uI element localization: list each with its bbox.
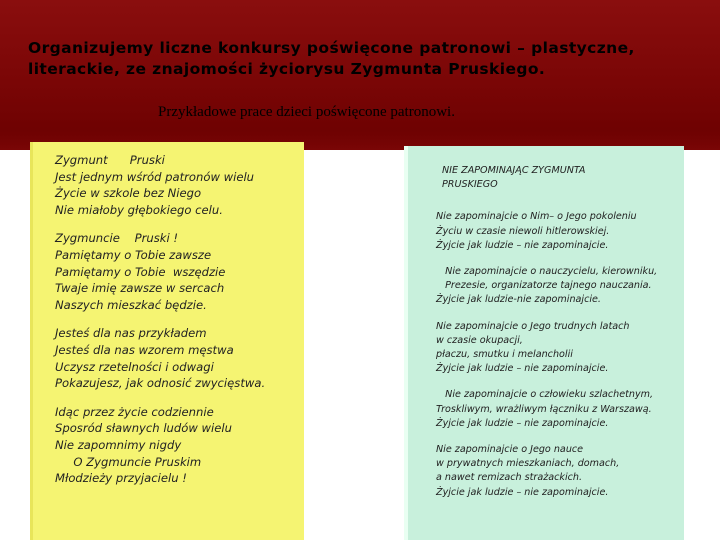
poem-line: Nie miałoby głębokiego celu.: [55, 202, 223, 217]
poem-line: Nie zapominajcie o Jego nauce: [436, 444, 584, 456]
poem-line: Życiu w czasie niewoli hitlerowskiej.: [436, 225, 610, 237]
poem-line: Pokazujesz, jak odnosić zwycięstwa.: [55, 376, 266, 391]
poem-stanza: [436, 388, 684, 431]
poem-line: Zygmunt Pruski: [55, 153, 165, 167]
poem-card-right: [404, 146, 684, 540]
poem-line: Jest jednym wśród patronów wielu: [55, 169, 255, 184]
poem-stanza: [436, 265, 684, 308]
poem-line: Uczysz rzetelności i odwagi: [55, 359, 214, 374]
poem-title-line-2: PRUSKIEGO: [442, 179, 498, 191]
poem-line: Żyjcie jak ludzie-nie zapominajcie.: [436, 294, 601, 306]
poem-line: płaczu, smutku i melancholii: [436, 349, 573, 361]
poem-line: Nie zapominajcie o Jego trudnych latach: [436, 320, 630, 332]
poem-title-line-1: NIE ZAPOMINAJĄC ZYGMUNTA: [442, 165, 586, 176]
poem-line: Nie zapomnimy nigdy: [55, 437, 182, 452]
poem-stanza: [436, 210, 684, 253]
poem-line: Jesteś dla nas wzorem męstwa: [55, 342, 234, 357]
poem-line: Żyjcie jak ludzie – nie zapominajcie.: [436, 363, 609, 375]
poem-title: [442, 164, 684, 192]
poem-line: Młodzieży przyjacielu !: [55, 471, 187, 486]
poem-line: w czasie okupacji,: [436, 334, 523, 346]
poem-line: Nie zapominajcie o nauczycielu, kierowniku,: [436, 266, 658, 278]
poem-line: Jesteś dla nas przykładem: [55, 326, 207, 341]
poem-line: Naszych mieszkać będzie.: [55, 297, 207, 312]
poem-stanza: [55, 230, 304, 313]
page-title-line-2: literackie, ze znajomości życiorysu Zygmunta Pruskiego.: [28, 60, 546, 78]
poem-line: Sposród sławnych ludów wielu: [55, 421, 232, 436]
poem-line: w prywatnych mieszkaniach, domach,: [436, 458, 620, 470]
poem-line: Żyjcie jak ludzie – nie zapominajcie.: [436, 239, 609, 251]
poem-line: Nie zapominajcie o Nim– o Jego pokoleniu: [436, 211, 637, 223]
poem-stanza: [55, 325, 304, 391]
poem-stanza: [436, 443, 684, 500]
poem-card-left: [30, 142, 304, 540]
poem-stanza: [436, 320, 684, 377]
poem-line: Życie w szkole bez Niego: [55, 186, 202, 201]
poem-line: Prezesie, organizatorze tajnego nauczania.: [436, 280, 652, 292]
poem-line: Twaje imię zawsze w sercach: [55, 281, 225, 296]
poem-stanza: [55, 404, 304, 487]
poem-line: Pamiętamy o Tobie wszędzie: [55, 264, 226, 279]
poem-line: a nawet remizach strażackich.: [436, 472, 583, 484]
page-title-line-1: Organizujemy liczne konkursy poświęcone patronowi – plastyczne,: [28, 39, 635, 57]
page-title: [28, 38, 708, 80]
poem-line: Żyjcie jak ludzie – nie zapominajcie.: [436, 417, 609, 429]
poem-line: Idąc przez życie codziennie: [55, 404, 214, 419]
poem-line: Pamiętamy o Tobie zawsze: [55, 247, 212, 262]
poem-line: O Zygmuncie Pruskim: [55, 454, 202, 469]
poem-line: Zygmuncie Pruski !: [55, 231, 179, 246]
poem-line: Żyjcie jak ludzie – nie zapominajcie.: [436, 486, 609, 498]
poem-stanza: [55, 152, 304, 218]
poem-line: Troskliwym, wrażliwym łączniku z Warszawą.: [436, 403, 652, 415]
subtitle: Przykładowe prace dzieci poświęcone patronowi.: [158, 104, 455, 120]
poem-line: Nie zapominajcie o człowieku szlachetnym,: [436, 389, 654, 401]
